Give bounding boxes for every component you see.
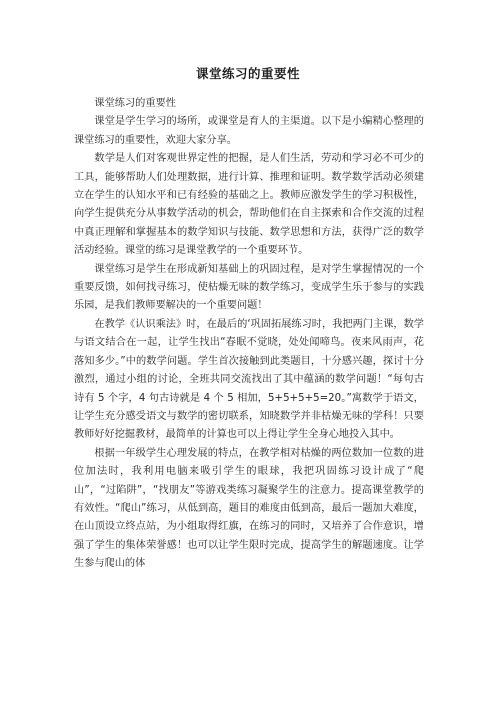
paragraph-game-exercises: 根据一年级学生心理发展的特点，在教学相对枯燥的两位数加一位数的进位加法时，我利用电脑来吸引学生的眼球，我把巩固练习设计成了“爬山”，“过陷阱”，“找朋友”等游戏类练习凝聚学生的注意力。提高课堂教学的有效性。“爬山”练习，从低到高，题目的难度由低到高，最后一题加大难度，在山顶设立终点站，为小组取得红旗，在练习的同时，又培养了合作意识，增强了学生的集体荣誉感！也可以让学生限时完成，提高学生的解题速度。让学生参与爬山的体 [74,447,424,570]
document-body [74,95,424,574]
document-title: 课堂练习的重要性 [195,66,300,81]
paragraph-practice-purpose: 课堂练习是学生在形成新知基础上的巩固过程，是对学生掌握情况的一个重要反馈，如何找寻练习，使枯燥无味的数学练习，变成学生乐于参与的实践乐园，是我们教师要解决的一个重要问题！ [74,263,424,312]
paragraph-subtitle: 课堂练习的重要性 [94,98,176,109]
paragraph-multiplication-example: 在教学《认识乘法》时，在最后的‘巩固拓展练习时，我把两门主课，数学与语文结合在一起，让学生找出“春眠不觉晓，处处闻啼鸟。夜来风雨声，花落知多少。”中的数学问题。学生首次接触到此类题目，十分感兴趣，探讨十分激烈，通过小组的讨论，全班共同交流找出了其中蕴涵的数学问题！“每句古诗有 5 个字，4 句古诗就是 4 个 5 相加，5+5+5+5=20。”寓数学于语文，让学生充分感受语文与数学的密切联系，知晓数学并非枯燥无味的学科！只要教师好好挖掘教材，最简单的计算也可以上得让学生全身心地投入其中。 [74,318,424,441]
paragraph-intro: 课堂是学生学习的场所，或课堂是育人的主渠道。以下是小编精心整理的课堂练习的重要性，欢迎大家分享。 [74,116,424,146]
paragraph-math-definition: 数学是人们对客观世界定性的把握，是人们生活，劳动和学习必不可少的工具，能够帮助人们处理数据，进行计算、推理和证明。数学数学活动必须建立在学生的认知水平和已有经验的基础之上。教师应激发学生的学习积极性，向学生提供充分从事数学活动的机会，帮助他们在自主探索和合作交流的过程中真正理解和掌握基本的数学知识与技能、数学思想和方法，获得广泛的数学活动经验。课堂的练习是课堂教学的一个重要环节。 [74,153,424,257]
